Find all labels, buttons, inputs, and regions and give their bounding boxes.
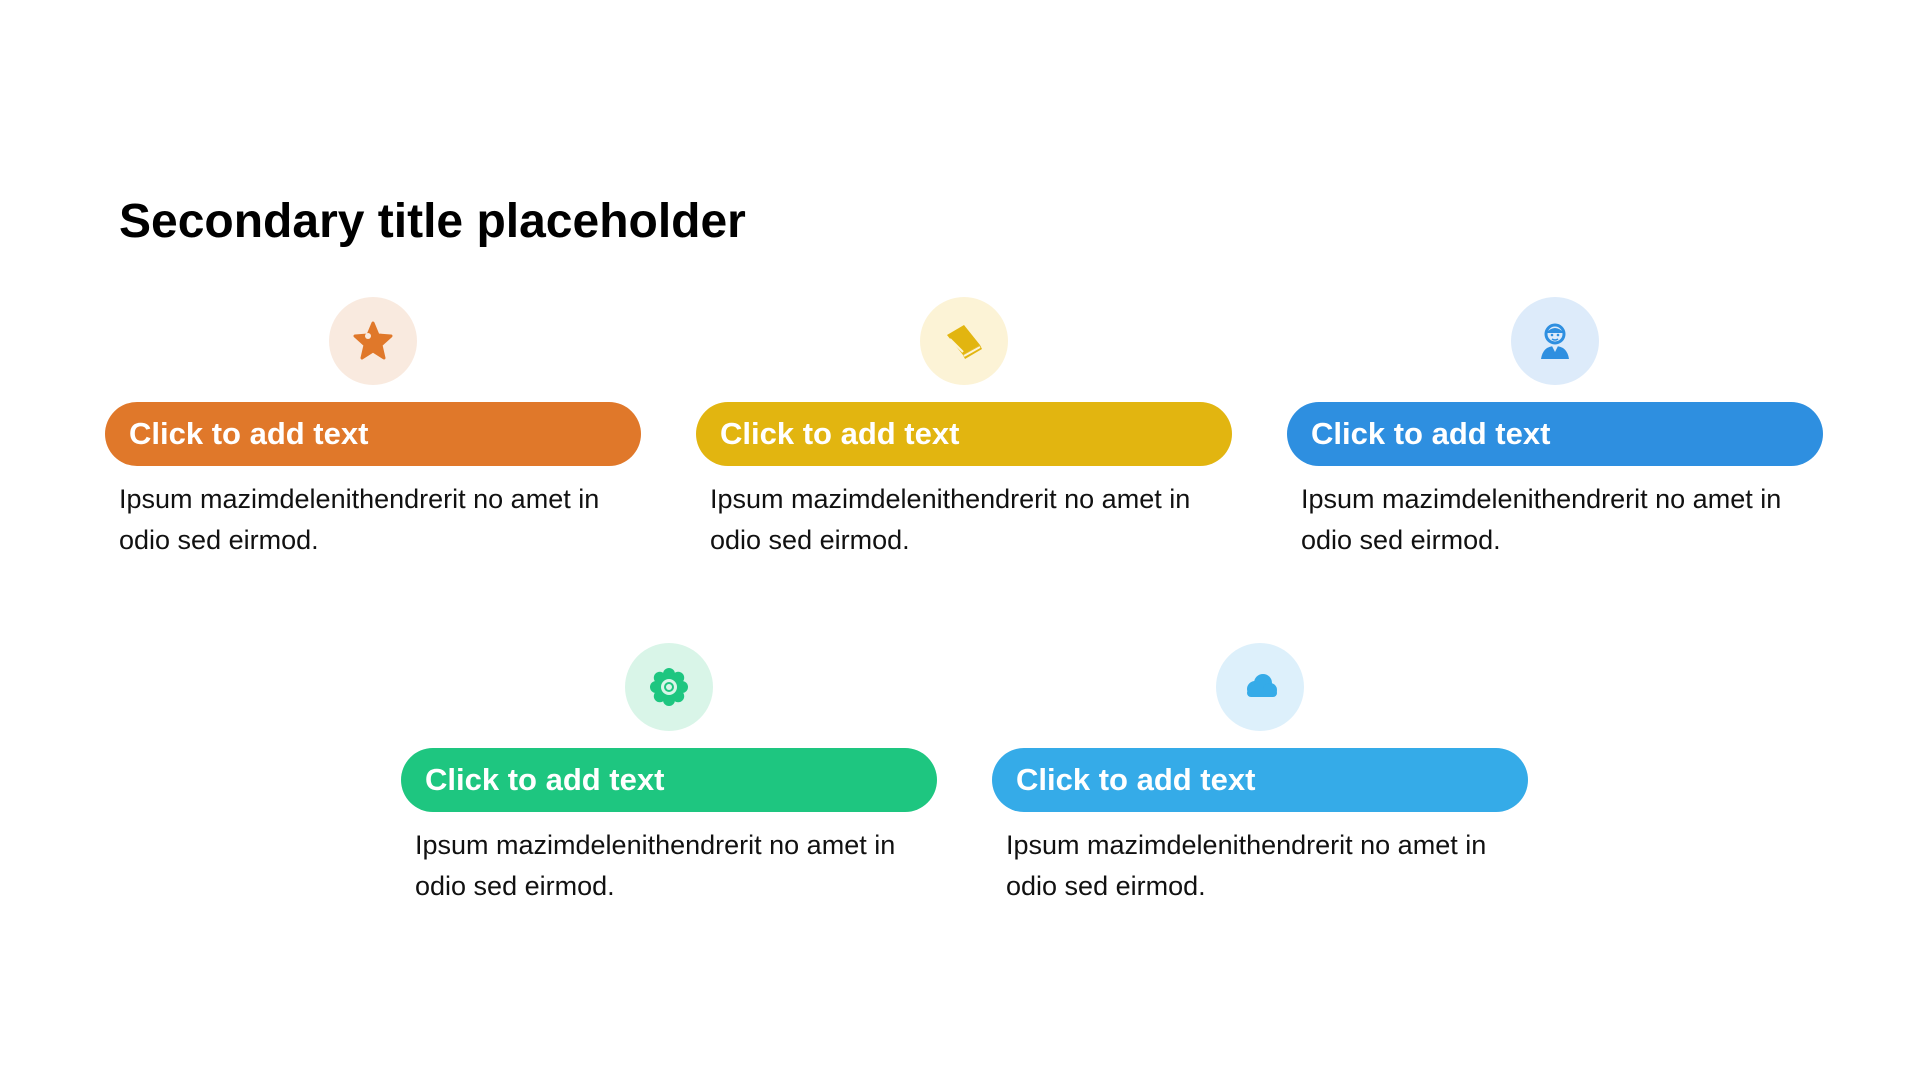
icon-circle xyxy=(625,643,713,731)
card-4-title: Click to add text xyxy=(425,762,665,797)
card-5-description: Ipsum mazimdelenithendrerit no amet in odio sed eirmod. xyxy=(1006,830,1487,901)
card-2 xyxy=(696,297,1232,567)
card-3-title-pill[interactable] xyxy=(1287,402,1823,466)
card-4-description: Ipsum mazimdelenithendrerit no amet in odio sed eirmod. xyxy=(415,830,896,901)
star-icon xyxy=(351,319,395,363)
card-3 xyxy=(1287,297,1823,567)
card-1-title: Click to add text xyxy=(129,416,369,451)
card-1 xyxy=(105,297,641,567)
card-2-description: Ipsum mazimdelenithendrerit no amet in odio sed eirmod. xyxy=(710,484,1191,555)
card-5-title: Click to add text xyxy=(1016,762,1256,797)
card-5-title-pill[interactable] xyxy=(992,748,1528,812)
card-3-title: Click to add text xyxy=(1311,416,1551,451)
card-1-description: Ipsum mazimdelenithendrerit no amet in odio sed eirmod. xyxy=(119,484,600,555)
icon-circle xyxy=(1511,297,1599,385)
icon-circle xyxy=(329,297,417,385)
slide-title: Secondary title placeholder xyxy=(119,195,746,248)
icon-circle xyxy=(1216,643,1304,731)
card-1-title-pill[interactable] xyxy=(105,402,641,466)
card-5 xyxy=(992,643,1528,913)
book-icon xyxy=(942,319,986,363)
person-icon xyxy=(1533,319,1577,363)
icon-circle xyxy=(920,297,1008,385)
flower-icon xyxy=(647,665,691,709)
card-2-title: Click to add text xyxy=(720,416,960,451)
cloud-icon xyxy=(1238,665,1282,709)
card-2-title-pill[interactable] xyxy=(696,402,1232,466)
card-4-title-pill[interactable] xyxy=(401,748,937,812)
card-4 xyxy=(401,643,937,913)
card-3-description: Ipsum mazimdelenithendrerit no amet in odio sed eirmod. xyxy=(1301,484,1782,555)
